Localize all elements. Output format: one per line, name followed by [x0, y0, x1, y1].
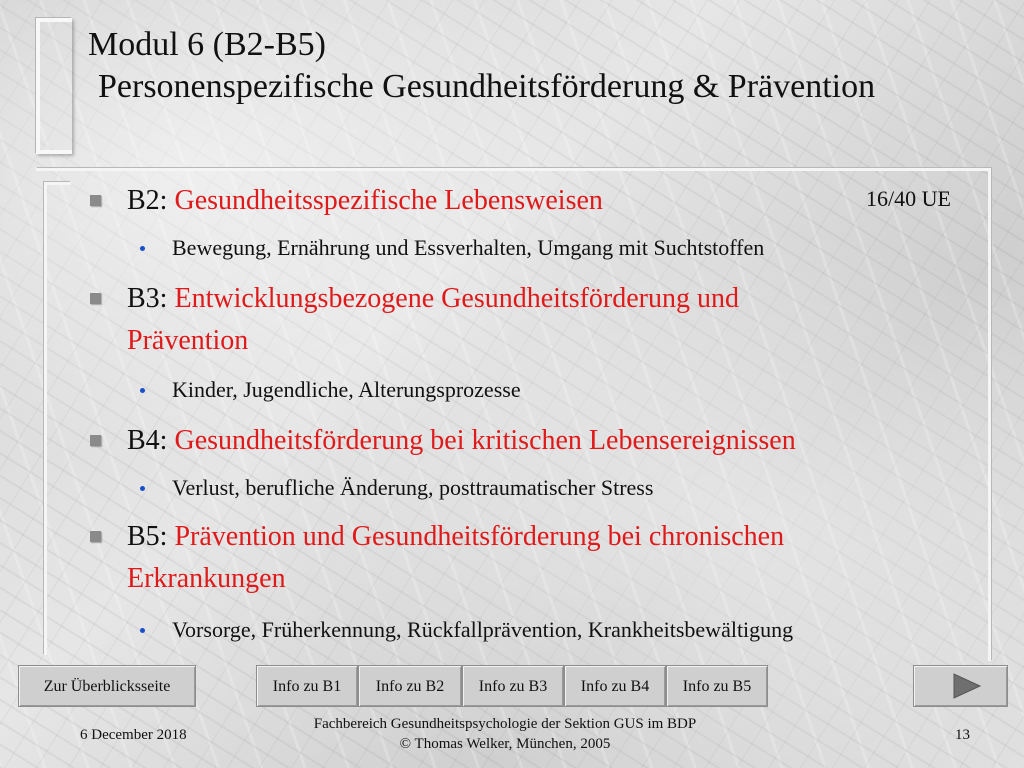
info-b3-button[interactable]: Info zu B3: [462, 665, 564, 707]
footer-date: 6 December 2018: [80, 727, 187, 743]
footer-center: [260, 714, 750, 754]
dot-bullet-icon: [140, 628, 145, 633]
dot-bullet-icon: [140, 246, 145, 251]
bullet-title: Gesundheitsspezifische Lebensweisen: [174, 185, 603, 216]
page-number: 13: [955, 727, 970, 743]
sub-bullet-b3: [140, 376, 980, 404]
bullet-b2: [90, 180, 970, 222]
overview-button[interactable]: Zur Überblicksseite: [18, 665, 196, 707]
bullet-title: Gesundheitsförderung bei kritischen Lebensereignissen: [174, 425, 796, 456]
title-line-2: Personenspezifische Gesundheitsförderung & Prävention: [98, 68, 876, 105]
sub-bullet-b2: [140, 234, 980, 262]
slide-title: [88, 24, 1013, 108]
square-bullet-icon: [90, 531, 101, 542]
play-right-icon: [914, 666, 1009, 706]
info-b4-button[interactable]: Info zu B4: [564, 665, 666, 707]
bullet-code: B4:: [127, 425, 168, 456]
square-bullet-icon: [90, 435, 101, 446]
bullet-code: B2:: [127, 185, 168, 216]
title-bracket-decoration: [36, 18, 72, 154]
bullet-b2-text: [127, 180, 970, 222]
bullet-b3-text: [127, 278, 970, 362]
sub-bullet-text: Verlust, berufliche Änderung, posttraumatischer Stress: [172, 475, 654, 500]
footer-org: Fachbereich Gesundheitspsychologie der Sektion GUS im BDP: [313, 716, 697, 732]
bullet-b3: [90, 278, 970, 362]
dot-bullet-icon: [140, 388, 145, 393]
sub-bullet-text: Bewegung, Ernährung und Essverhalten, Umgang mit Suchtstoffen: [172, 235, 765, 260]
info-b1-button[interactable]: Info zu B1: [256, 665, 358, 707]
bullet-title-cont: Prävention: [127, 325, 249, 356]
ue-note: 16/40 UE: [866, 186, 951, 211]
bullet-b4: [90, 420, 970, 462]
bullet-title: Entwicklungsbezogene Gesundheitsförderung und: [174, 283, 739, 314]
bullet-b4-text: [127, 420, 970, 462]
bullet-b5: [90, 516, 970, 600]
bullet-b5-text: [127, 516, 970, 600]
content-bracket-decoration: [44, 182, 71, 655]
sub-bullet-text: Vorsorge, Früherkennung, Rückfallprävention, Krankheitsbewältigung: [172, 617, 794, 642]
dot-bullet-icon: [140, 486, 145, 491]
footer-copyright: © Thomas Welker, München, 2005: [399, 736, 611, 752]
next-slide-button[interactable]: [913, 665, 1008, 707]
bullet-title: Prävention und Gesundheitsförderung bei chronischen: [174, 521, 785, 552]
square-bullet-icon: [90, 195, 101, 206]
bullet-code: B3:: [127, 283, 168, 314]
sub-bullet-b4: [140, 474, 980, 502]
info-b2-button[interactable]: Info zu B2: [358, 665, 462, 707]
bullet-title-cont: Erkrankungen: [127, 563, 286, 594]
square-bullet-icon: [90, 293, 101, 304]
bullet-code: B5:: [127, 521, 168, 552]
sub-bullet-text: Kinder, Jugendliche, Alterungsprozesse: [172, 377, 521, 402]
sub-bullet-b5: [140, 616, 980, 644]
info-b5-button[interactable]: Info zu B5: [666, 665, 768, 707]
title-line-1: Modul 6 (B2-B5): [88, 26, 326, 63]
